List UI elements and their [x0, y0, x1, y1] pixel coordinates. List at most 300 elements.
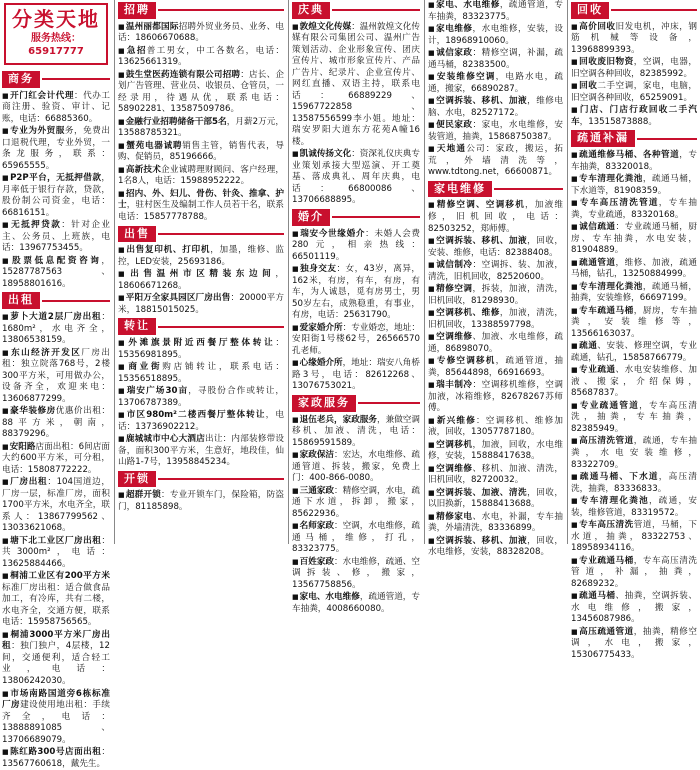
column-3: [288, 0, 424, 614]
classified-ad: [2, 348, 110, 406]
section-header: [118, 318, 284, 335]
ad-body: ，疏通，专车抽粪，水电安装维修，83322709。: [571, 436, 697, 470]
section-rule: [42, 300, 110, 302]
classified-ad: [571, 198, 697, 221]
ad-headline: 专修空调移机: [436, 356, 496, 367]
ad-headline: 疏通管道: [579, 257, 616, 268]
classified-ad: [292, 264, 420, 322]
ad-body: ，拆装，加液，清洗，旧机回收，81298930。: [428, 284, 563, 306]
ad-body: 招聘外贸业务员、业务、电话：18606670688。: [118, 21, 284, 44]
ad-body: ，加液，清洗，旧机回收，13388597798。: [428, 308, 563, 330]
classified-ad: [292, 557, 420, 592]
section-rule: [158, 326, 284, 328]
column-4: [424, 0, 567, 558]
ad-headline: 空调拆装、加液、清洗: [436, 487, 528, 498]
ad-body: ：精修空调，补漏，疏通马桶，82383500。: [428, 48, 563, 70]
section-appliance-repair: [428, 181, 563, 559]
classified-ad: [118, 269, 284, 292]
ad-headline: 专业疏通: [579, 365, 616, 376]
classified-ad: [428, 24, 563, 47]
ad-headline: 敦煌文化传媒: [299, 21, 352, 32]
ad-headline: 安阳路: [9, 441, 36, 452]
column-1: [0, 0, 114, 769]
ad-headline: 股票低息配资咨询: [12, 255, 102, 266]
classified-ad: [428, 536, 563, 559]
ad-body: ：家电，水电维修，安装管道，抽粪，15868750387。: [428, 120, 563, 142]
ad-headline: 高价回收: [579, 21, 616, 32]
classified-ad: [571, 401, 697, 436]
ad-body: ：15356981895。: [118, 338, 284, 360]
classified-ad: [118, 245, 284, 268]
classified-ad: [2, 536, 110, 571]
ad-body: ，疏通马桶，下水道等，81908359。: [571, 174, 697, 196]
ad-headline: 家电维修: [436, 24, 473, 35]
ad-headline: 急招: [126, 45, 147, 56]
section-title: 婚介: [292, 209, 330, 226]
ad-body: ，疏通管道，专车抽粪，4008660080。: [292, 592, 420, 614]
section-header: [2, 292, 110, 309]
classified-ad: [571, 150, 697, 173]
ad-headline: 三通家政: [299, 485, 335, 496]
classified-ad: [571, 57, 697, 80]
section-title: 庆典: [292, 2, 330, 19]
section-header: [292, 395, 420, 412]
section-drain: [571, 130, 697, 661]
ad-headline: 出售温州市区精装东边间: [130, 269, 276, 280]
ad-headline: P2P平台，无抵押借款: [10, 173, 102, 184]
classified-ad: [118, 46, 284, 69]
classified-ad: [118, 189, 284, 224]
ad-headline: 专车高压清洗: [579, 520, 634, 531]
classified-ad: [2, 312, 110, 347]
ad-body: ，加墨，维修、监控，LED安装，25693186。: [118, 245, 284, 267]
ad-headline: 温州丽都国际: [125, 21, 179, 32]
ad-headline: 瑞丰制冷: [436, 380, 473, 391]
classified-ad: [118, 434, 284, 469]
classified-ad: [428, 356, 563, 379]
ad-headline: 回收废旧物资: [579, 57, 634, 68]
section-rule: [158, 478, 284, 480]
ad-headline: 桐浦工业区有200平方米: [10, 571, 110, 582]
ad-body: ：女，43岁，离异，162米，有房，有车，有房，有车，为人诚恳，觅有房男士，男50岁左右，成熟稳重，有事业，有房，电话：25631790。: [292, 264, 420, 321]
classified-ad: [428, 72, 563, 95]
classified-ad: [118, 386, 284, 409]
classified-ad: [118, 117, 284, 140]
section-title: 出售: [118, 226, 156, 243]
ad-headline: 空调拆装、移机、加液: [436, 535, 528, 546]
section-header: [292, 2, 420, 19]
section-housekeeping: [292, 395, 420, 616]
classified-ad: [118, 70, 284, 116]
ad-body: ：专业开锁车门，保险箱，防盗门，81185898。: [118, 490, 284, 512]
classified-ad: [2, 747, 110, 770]
ad-headline: 厂房出租: [10, 477, 48, 488]
ad-headline: 心缘婚介所: [299, 358, 343, 369]
ad-headline: 独身交友: [300, 264, 337, 275]
ad-body: ，回收，安装、维修，电话：82388408。: [428, 236, 563, 258]
ad-headline: 出售复印机、打印机: [126, 245, 211, 256]
classified-ad: [292, 358, 420, 393]
ad-headline: 市场南路国道旁6栋标准厂房: [2, 688, 110, 711]
classified-ad: [2, 220, 110, 255]
ad-body: ，驻村医生及编制工作人员若干名，联系电话：15857778788。: [118, 200, 284, 222]
ad-headline: 家政保洁: [299, 450, 335, 461]
section-title: 出租: [2, 292, 40, 309]
classified-ad: [2, 630, 110, 688]
ad-headline: 瑞安广场30亩: [126, 386, 189, 397]
ad-body: ，18606671268。: [118, 269, 284, 291]
classified-ad: [118, 410, 284, 433]
ad-headline: 安装维修空调: [436, 72, 496, 83]
ad-headline: 疏通马桶: [579, 591, 616, 602]
ad-body: ：未婚人会费280元，相亲热线：66501119。: [292, 228, 420, 262]
column-5: [567, 0, 700, 660]
ad-headline: 空调拆装、移机、加液: [436, 236, 528, 247]
ad-body: 、安装、修理空调，专业疏通，钻孔，15858766779。: [571, 341, 697, 363]
section-title: 疏通补漏: [571, 130, 635, 147]
classified-ad: [2, 126, 110, 172]
classified-ad: [2, 442, 110, 477]
classified-ad: [428, 48, 563, 71]
ad-body: ，专车高压清洗，抽粪，专车抽粪，82385949。: [571, 400, 697, 434]
classified-ad: [292, 229, 420, 264]
section-marriage: [292, 209, 420, 393]
section-rent: [2, 292, 110, 770]
classified-ad: [571, 436, 697, 471]
ad-headline: 百姓家政: [299, 556, 335, 567]
ad-body: ，加液，回收，水电维修，安装，15888417638。: [428, 439, 563, 462]
ad-body: ，专车高压清洗管道，补漏，抽粪，82689232。: [571, 555, 697, 589]
section-transfer: [118, 318, 284, 468]
ad-body: ，疏通管道，抽粪，85644898，66916693。: [428, 356, 563, 378]
ad-body: ，电路水电，疏通，搬家，66890287。: [428, 72, 563, 94]
ad-headline: 金融行业招聘储备干部5名: [125, 116, 227, 127]
section-rule: [42, 78, 110, 80]
ad-body: ，高压清洗，抽粪，83336833。: [571, 472, 697, 494]
ad-headline: 萝卜大道2层厂房出租: [10, 312, 102, 323]
ad-body: ：水电维修，疏通、空调拆装、修，搬家，13567758856。: [292, 556, 420, 590]
ad-body: 、水电，补漏，专车抽粪，外墙清洗，83336899。: [428, 511, 563, 534]
classified-ad: [428, 200, 563, 235]
classified-ad: [292, 521, 420, 556]
ad-headline: 超群开锁: [125, 490, 162, 501]
ad-body: ，月率低于银行存款，贷款，股份制公司资金，电话：66816151。: [2, 173, 110, 218]
ad-headline: 凯诚传扬文化: [299, 149, 352, 160]
classified-ad: [571, 627, 697, 662]
ad-headline: 门店、门店行政回收二手汽车: [571, 105, 697, 127]
classified-ad: [428, 284, 563, 307]
ad-headline: 空调移机: [436, 439, 473, 450]
ad-body: ，专车抽粪，83320018。: [571, 150, 697, 172]
ad-headline: 专车清理化粪池: [579, 281, 643, 292]
classified-ad: [2, 91, 110, 126]
classified-ad: [118, 165, 284, 188]
ad-headline: 豪华装修房: [10, 406, 56, 417]
classified-ad: [118, 490, 284, 513]
ad-headline: 诚信疏通: [579, 222, 616, 233]
section-header: [571, 2, 697, 19]
ad-body: ，回收，以旧换新，15888413688。: [428, 487, 563, 510]
section-rule: [494, 188, 563, 190]
classified-ad: [571, 22, 697, 57]
section-celebration: [292, 2, 420, 207]
ad-headline: 东山经济开发区: [11, 347, 82, 358]
section-header: [2, 71, 110, 88]
classified-ad: [118, 22, 284, 45]
ad-body: ：空调移机维修，空调加液，冰箱维修，82678267苏师傅。: [428, 380, 563, 414]
classified-ad: [292, 486, 420, 521]
classified-ad: [2, 571, 110, 629]
ad-headline: 空调移机、维修: [436, 308, 500, 319]
ad-body: ，加液维修，旧机回收，电话：82503252，郑师傅。: [428, 200, 563, 234]
ad-headline: 家电、水电维修: [436, 0, 500, 10]
ad-headline: 专业为外贸服: [10, 126, 65, 137]
classified-ad: [571, 306, 697, 341]
ad-headline: 诚信制冷: [436, 260, 473, 271]
ad-body: ，月薪2万元，13588785321。: [118, 116, 285, 139]
classified-ad: [2, 256, 110, 291]
ad-body: ：20000平方米，18815015025。: [118, 293, 284, 315]
ad-body: ，水电维修，安装，设计，18968910060。: [428, 24, 563, 46]
classified-ad: [428, 512, 563, 535]
ad-body: ：代办工商注册、验资、审计、记账，电话：66885360。: [2, 90, 110, 124]
ad-headline: 专车清理化粪池: [579, 174, 643, 185]
ad-body: 管道，马桶，下水道，抽粪，83322753、18958934116。: [571, 520, 697, 554]
classified-ad: [571, 174, 697, 197]
ad-body: ，地址：瑞安八角桥路3号，电话：82612268、13076753021。: [292, 358, 420, 392]
ad-headline: 专车高压清洗管道: [579, 198, 659, 209]
classified-ad: [571, 282, 697, 305]
ad-body: ：温州敦煌文化传媒有限公司集团公司、温州广告策划活动、企业形象宣传、团庆宣传片、城市形象宣传片、产品广告片、纪录片、企业宣传片、网红直播、双语主持，联系电话：66889229、15967722858、13587556599李小姐。地址：瑞安罗阳大道东方花苑A幢16楼。: [292, 21, 420, 147]
ad-headline: 专业疏通管道: [579, 400, 640, 411]
classified-ad: [571, 365, 697, 400]
ad-headline: 商业街: [128, 362, 163, 373]
classified-ad: [428, 440, 563, 463]
ad-body: 务，免费出口退税代理，专业外贸，一条龙服务，联系：65965555。: [2, 126, 110, 171]
classified-ad: [118, 293, 284, 316]
ad-body: ，寻股份合作或转让，13706787389。: [118, 386, 284, 408]
ad-body: 购店铺转让，联系电话：15356518895。: [118, 362, 284, 384]
section-repair-continued: [428, 0, 563, 179]
section-header: [292, 209, 420, 226]
classified-ad: [292, 323, 420, 358]
classified-ad: [428, 0, 563, 23]
section-rule: [611, 9, 697, 11]
ad-headline: 精修家电: [436, 511, 473, 522]
classified-ad: [2, 173, 110, 219]
classified-ad: [571, 556, 697, 591]
ad-body: ：独门独户，4层楼，12间，交通便利，适合轻工业，电话：13806242030。: [2, 641, 110, 686]
section-rule: [332, 216, 420, 218]
section-header: [118, 2, 284, 19]
ad-body: 公司：家政，搬运，拓荒，外墙清洗等，www.tdtong.net，66600871。: [428, 144, 563, 178]
masthead-title: 分类天地: [12, 7, 100, 31]
ad-body: ，空调，电器，旧空调各种回收，82385992。: [571, 57, 697, 79]
ad-headline: 回收: [579, 81, 598, 92]
section-recycle: [571, 2, 697, 128]
section-title: 家政服务: [292, 395, 356, 412]
classified-ad: [428, 488, 563, 511]
ad-headline: 高压疏通管道: [579, 626, 634, 637]
ad-headline: 平阳万全家具园区厂房出售: [125, 293, 231, 304]
classified-ad: [571, 258, 697, 281]
classified-ad: [2, 406, 110, 441]
classified-ad: [571, 81, 697, 104]
classified-ad: [571, 222, 697, 257]
ad-body: ，15287787563、18958801616。: [2, 255, 110, 289]
ad-body: 旧发电机，冲床，钢筋机械等设备，13968899393。: [571, 21, 697, 55]
classified-ad: [571, 520, 697, 555]
ad-headline: 陈红路300号店面出租: [10, 747, 102, 758]
classified-ad: [428, 308, 563, 331]
ad-body: ：1680m²，水电齐全，13806538159。: [2, 312, 110, 346]
classified-ad: [292, 22, 420, 149]
ad-headline: 蟹苑电器诚聘: [126, 140, 183, 151]
section-rule: [637, 138, 697, 140]
ad-body: 、抽粪，空调拆装、水电维修，搬家，13456087986。: [571, 591, 697, 625]
ad-body: ：共3000m²，电话：13625884466。: [2, 535, 110, 569]
ad-headline: 高压清洗管道: [579, 436, 634, 447]
ad-headline: 桐浦3000平方米厂房出租: [2, 629, 111, 652]
ad-headline: 专车清理化粪池: [579, 496, 649, 507]
ad-body: 、水电安装维修、加液、搬家，介绍保姆，85687837。: [571, 365, 697, 399]
classified-ad: [428, 380, 563, 415]
ad-headline: 退伍老兵，家政服务: [299, 414, 377, 425]
ad-body: ：专业疏通马桶，厨房、专车抽粪，水电安装，81904889。: [571, 222, 697, 256]
ad-body: ，13515873888。: [579, 116, 657, 127]
ad-body: ：店长、企划广告管理、营业员、收银员、仓管员，一经录用，待遇从优，联系电话：58902281、13587509786。: [118, 69, 284, 115]
classified-ad: [428, 260, 563, 283]
ad-body: 标准厂房出租：适合做食品加工，有冷库，共有二楼，水电齐全，交通方便，联系电话：15958756565。: [2, 582, 110, 628]
ad-headline: 鹿城城市中心大酒店: [125, 434, 206, 445]
ad-headline: 市区980m²二楼西餐厅整体转让: [126, 410, 266, 421]
section-title: 商务: [2, 71, 40, 88]
section-title: 转让: [118, 318, 156, 335]
classified-ad: [571, 472, 697, 495]
ad-headline: 爱家婚介所: [299, 322, 343, 333]
classified-ad: [428, 120, 563, 143]
ad-headline: 精修空调、空调移机: [436, 200, 525, 211]
ad-headline: 家电、水电维修: [299, 592, 360, 603]
classified-ad: [428, 332, 563, 355]
ad-body: ，回收，水电维修，安装，88328208。: [428, 535, 563, 558]
section-header: [118, 471, 284, 488]
service-hotline: 服务热线：65917777: [28, 33, 84, 58]
section-title: 家电维修: [428, 181, 492, 198]
ad-headline: 专车疏通马桶: [579, 305, 634, 316]
ad-headline: 无抵押贷款: [11, 220, 62, 231]
ad-body: 普工男女，中工各数名，电话：13625661319。: [118, 45, 284, 68]
ad-body: 销售主管，销售代表，导购、促销员，85196666。: [118, 140, 284, 163]
ad-body: ：专业婚恋，地址：安阳街1号楼62号，26566570孔老师。: [292, 322, 420, 356]
section-title: 开锁: [118, 471, 156, 488]
ad-headline: 空调拆装、移机、加液: [436, 96, 528, 107]
ad-body: ：13567760618，戴先生。: [2, 747, 110, 769]
ad-body: 、加液、水电维修，疏通，86898070。: [428, 332, 563, 354]
ad-body: ：资深礼仪庆典专业策划承接大型巡演、开工奠基、落成典礼、周年庆典，电话：66800086、13706688895。: [292, 149, 420, 206]
classified-ad: [571, 496, 697, 519]
ad-headline: 疏通: [579, 341, 598, 352]
ad-body: ：空调拆、装、加液，清洗，旧机回收，82520600。: [428, 260, 563, 282]
classified-ad: [428, 464, 563, 487]
section-recruit: [118, 2, 284, 224]
classified-ad: [2, 689, 110, 747]
classified-ad: [118, 141, 284, 164]
classified-ad: [571, 341, 697, 364]
ad-body: 厂房出租：独立院落768号，2楼300平方米，可用做办公，设备齐全，欢迎来电：13606877299。: [2, 347, 110, 404]
ad-headline: 塘下北工业区厂房出租: [10, 535, 102, 546]
classified-ad: [292, 450, 420, 485]
ad-body: ，专车抽粪，专业疏通，83320168。: [571, 198, 697, 220]
section-sale: [118, 226, 284, 317]
section-header: [428, 181, 563, 198]
classified-ad: [428, 96, 563, 119]
ad-body: 出让：内部装修带设备，面积300平方米，生意好，地段佳，仙山路1-7号，13958845234。: [118, 434, 284, 468]
ad-body: ，电话：13736902212。: [118, 410, 284, 432]
ad-headline: 开门红会计代理: [10, 90, 75, 101]
section-header: [118, 226, 284, 243]
classified-ad: [571, 591, 697, 626]
classified-ad: [292, 149, 420, 207]
ad-body: ，维修、加液，疏通马桶，钻孔，13250884999。: [571, 257, 697, 280]
ad-body: ，疏通，安装，维修管道，83319572。: [571, 496, 697, 518]
ad-headline: 鼓生堂医药连锁有限公司招聘: [125, 69, 241, 80]
classified-ad: [292, 592, 420, 615]
ad-body: ：104国道边，厂房一层，标准厂房，面积1700平方米，水电齐全，联系人：13867799562、13033621068。: [2, 477, 110, 534]
ad-headline: 新兴维修: [436, 415, 477, 426]
ad-headline: 高新技术: [125, 164, 162, 175]
ad-headline: 名师家政: [299, 521, 335, 532]
ad-body: ：空调，水电维修，疏通马桶，维修，打孔，83323775。: [292, 521, 420, 555]
ad-headline: 诚信家政: [436, 48, 473, 59]
ad-body: ，疏通管道，专车抽粪，83323775。: [428, 0, 563, 22]
ad-headline: 疏通马桶、下水道: [579, 472, 659, 483]
ad-headline: 疏通维修马桶、各种管道: [579, 150, 680, 161]
ad-headline: 精修空调: [436, 284, 473, 295]
ad-headline: 外滩旗景附近西餐厅整体转让: [128, 338, 276, 349]
section-rule: [158, 9, 284, 11]
section-rule: [158, 233, 284, 235]
section-opening: [118, 471, 284, 514]
ad-body: ：空调移机、维修加液，回收，13057787180。: [428, 415, 563, 438]
ad-headline: 瑞安今世缘婚介: [300, 228, 366, 239]
ad-body: ，兼做空调移机、加液、清洗，电话：15869591589。: [292, 414, 420, 448]
classified-ad: [292, 415, 420, 450]
classified-ad: [428, 144, 563, 179]
ad-body: 、移机、加液、清洗，旧机回收，82720032。: [428, 463, 563, 486]
ad-body: ：精修空调，水电，疏通下水道，拆卸，搬家，85622936。: [292, 485, 420, 519]
classified-ad: [118, 362, 284, 385]
ad-body: 店面出租：6间店面大约600平方米，可分租，电话：15808772222。: [2, 441, 110, 475]
classified-ad: [118, 338, 284, 361]
section-rule: [358, 402, 420, 404]
section-title: 招聘: [118, 2, 156, 19]
column-2: [114, 0, 288, 544]
classified-ad: [571, 105, 697, 128]
classified-ad: [2, 477, 110, 535]
ad-headline: 专业疏通马桶: [579, 555, 634, 566]
classified-ad: [428, 416, 563, 439]
ad-body: 企业诚聘理财顾问、客户经理，1名8人，电话：15988952222。: [118, 164, 284, 187]
ad-body: 建设使用地出租：手续齐全，电话：13888891085、13706689079。: [2, 700, 110, 745]
ad-body: 二手空调，家电，电脑，旧空调各种回收，65259091。: [571, 81, 697, 103]
ad-body: ：针对企业主、公务员、上班族，电话：13967753455。: [2, 220, 110, 254]
ad-headline: 便民家政: [436, 120, 473, 131]
ad-body: ：宏达，水电维修、疏通管道、拆装，搬家，免费上门：400-866-0080。: [292, 450, 420, 484]
ad-headline: 空调维修: [436, 463, 473, 474]
ad-body: 优惠价出租：88平方米，朝南，88379296。: [2, 406, 110, 440]
classified-ad: [428, 236, 563, 259]
